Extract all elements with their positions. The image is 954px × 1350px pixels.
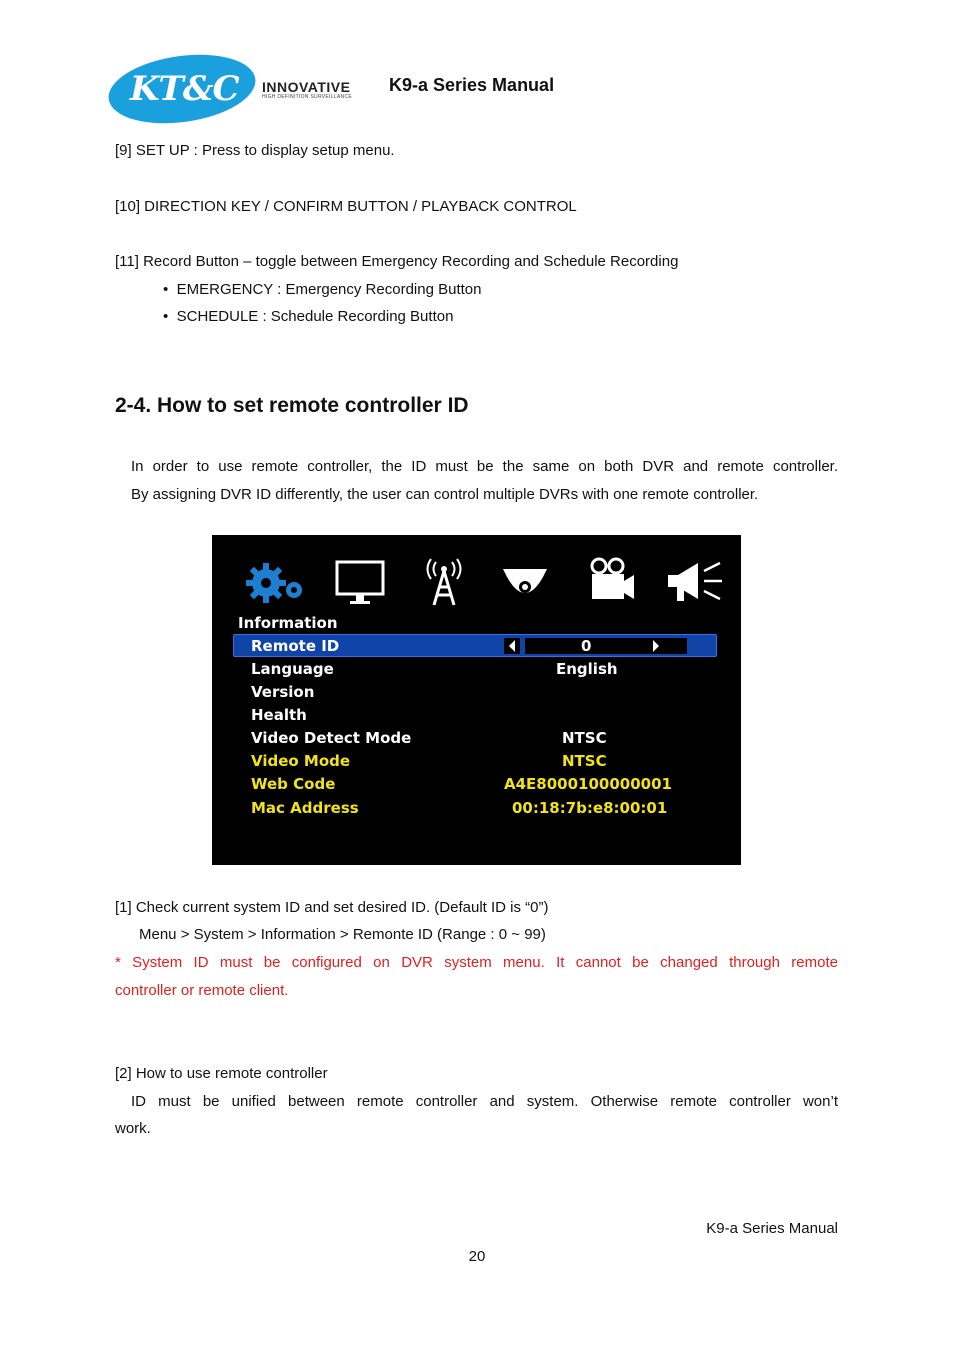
bullet-text: EMERGENCY : Emergency Recording Button <box>176 281 482 298</box>
section-heading: 2-4. How to set remote controller ID <box>115 394 469 417</box>
bullet-emergency <box>163 280 481 300</box>
menu-value-video-detect-mode: NTSC <box>562 729 607 747</box>
page-number: 20 <box>468 1248 486 1265</box>
menu-label-health[interactable]: Health <box>251 706 307 724</box>
note-line-2: controller or remote client. <box>115 982 289 999</box>
camera-icon <box>499 557 551 607</box>
menu-label-mac-address: Mac Address <box>251 799 359 817</box>
bullet-dot: • <box>163 308 169 325</box>
menu-label-video-mode: Video Mode <box>251 752 351 770</box>
step-2: [2] How to use remote controller <box>115 1065 328 1082</box>
logo-tagline: HIGH DEFINITION SURVEILLANCE <box>262 94 352 100</box>
bullet-dot: • <box>163 281 169 298</box>
alarm-icon <box>664 557 724 607</box>
menu-value-web-code: A4E8000100000001 <box>504 775 672 793</box>
arrow-right-button[interactable] <box>648 638 664 654</box>
arrow-left-button[interactable] <box>504 638 520 654</box>
step-2-body-line-1: ID must be unified between remote controller and system. Otherwise remote controller won’t <box>131 1093 838 1110</box>
footer-title: K9-a Series Manual <box>706 1220 838 1237</box>
ktc-logo <box>108 56 256 122</box>
dvr-menu-screenshot <box>212 535 741 865</box>
menu-label-version[interactable]: Version <box>251 683 315 701</box>
settings-icon <box>246 557 308 607</box>
item-10: [10] DIRECTION KEY / CONFIRM BUTTON / PLAYBACK CONTROL <box>115 198 577 215</box>
monitor-icon <box>334 557 386 607</box>
note-line-1: * System ID must be configured on DVR system menu. It cannot be changed through remote <box>115 954 838 971</box>
menu-value-language: English <box>556 660 618 678</box>
logo-text: KT&C <box>130 69 239 109</box>
intro-line-2: By assigning DVR ID differently, the user can control multiple DVRs with one remote controller. <box>131 486 759 503</box>
intro-line-1: In order to use remote controller, the ID must be the same on both DVR and remote controller. <box>131 458 838 475</box>
network-icon <box>422 557 466 607</box>
menu-value-mac-address: 00:18:7b:e8:00:01 <box>512 799 668 817</box>
step-2-body-line-2: work. <box>115 1120 151 1137</box>
header-title: K9-a Series Manual <box>389 75 555 95</box>
step-1: [1] Check current system ID and set desired ID. (Default ID is “0”) <box>115 899 549 916</box>
item-9: [9] SET UP : Press to display setup menu. <box>115 142 395 159</box>
dvr-section-title: Information <box>238 614 338 632</box>
arrow-right-icon <box>648 638 664 654</box>
record-icon <box>586 557 636 607</box>
item-11: [11] Record Button – toggle between Emergency Recording and Schedule Recording <box>115 253 679 270</box>
menu-value-video-mode: NTSC <box>562 752 607 770</box>
step-1-path: Menu > System > Information > Remonte ID (Range : 0 ~ 99) <box>139 926 546 943</box>
logo-brand: INNOVATIVE <box>262 79 351 95</box>
menu-label-remote-id: Remote ID <box>251 637 340 655</box>
bullet-text: SCHEDULE : Schedule Recording Button <box>176 308 454 325</box>
menu-label-video-detect-mode: Video Detect Mode <box>251 729 412 747</box>
arrow-left-icon <box>504 638 520 654</box>
bullet-schedule <box>163 307 453 327</box>
menu-label-web-code: Web Code <box>251 775 336 793</box>
menu-label-language: Language <box>251 660 334 678</box>
menu-value-remote-id: 0 <box>581 637 592 655</box>
